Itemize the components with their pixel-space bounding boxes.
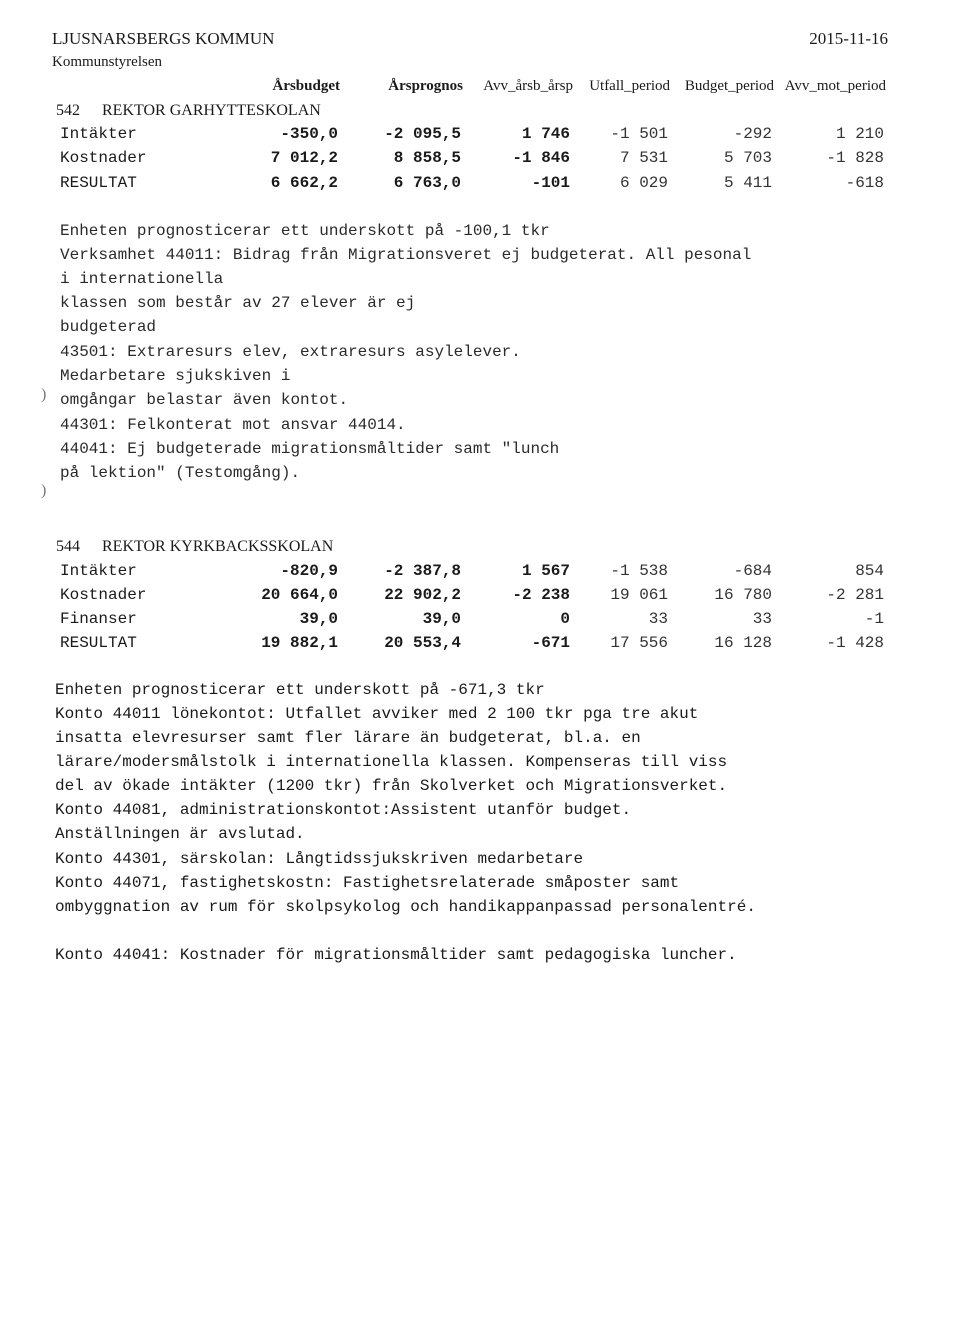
cell-avv-mot-period: 854 xyxy=(855,562,884,580)
note-line: Medarbetare sjukskiven i xyxy=(60,367,291,385)
section-heading xyxy=(56,102,321,120)
note-line: Konto 44011 lönekontot: Utfallet avviker med 2 100 tkr pga tre akut xyxy=(55,705,699,723)
cell-budget-period: 33 xyxy=(752,610,772,628)
note-line: lärare/modersmålstolk i internationella klassen. Kompenseras till viss xyxy=(55,753,728,771)
note-line: 44301: Felkonterat mot ansvar 44014. xyxy=(60,416,406,434)
report-date: 2015-11-16 xyxy=(809,29,888,48)
cell-utfall-period: 19 061 xyxy=(610,586,668,604)
cell-arsbudget: -820,9 xyxy=(280,562,338,580)
cell-arsbudget: 6 662,2 xyxy=(270,174,338,192)
organization-name: LJUSNARSBERGS KOMMUN xyxy=(52,29,275,48)
col-header-avv-arsb-arsp: Avv_årsb_årsp xyxy=(483,78,573,94)
note-line: i internationella xyxy=(60,270,224,288)
note-line: insatta elevresurser samt fler lärare än budgeterat, bl.a. en xyxy=(55,729,641,747)
cell-budget-period: 5 411 xyxy=(723,174,772,192)
cell-arsbudget: 39,0 xyxy=(299,610,338,628)
cell-arsprognos: 22 902,2 xyxy=(384,586,461,604)
cell-arsbudget: 19 882,1 xyxy=(261,634,338,652)
row-label: Finanser xyxy=(60,610,137,628)
committee-name: Kommunstyrelsen xyxy=(52,54,162,70)
cell-budget-period: -684 xyxy=(733,562,772,580)
note-line: Konto 44041: Kostnader för migrationsmåltider samt pedagogiska luncher. xyxy=(55,946,737,964)
note-line: Enheten prognosticerar ett underskott på -671,3 tkr xyxy=(55,681,545,699)
cell-avv-arsb-arsp: -2 238 xyxy=(512,586,570,604)
cell-avv-arsb-arsp: -101 xyxy=(531,174,570,192)
col-header-arsprognos: Årsprognos xyxy=(388,78,463,94)
cell-arsprognos: -2 387,8 xyxy=(384,562,461,580)
cell-utfall-period: 17 556 xyxy=(610,634,668,652)
cell-avv-arsb-arsp: -671 xyxy=(531,634,570,652)
cell-utfall-period: 6 029 xyxy=(619,174,668,192)
row-label: Kostnader xyxy=(60,586,147,604)
note-line: Konto 44081, administrationskontot:Assistent utanför budget. xyxy=(55,801,632,819)
note-line: 43501: Extraresurs elev, extraresurs asylelever. xyxy=(60,343,521,361)
note-line: budgeterad xyxy=(60,318,157,336)
cell-budget-period: -292 xyxy=(733,125,772,143)
cell-arsprognos: 6 763,0 xyxy=(393,174,461,192)
note-line: klassen som består av 27 elever är ej xyxy=(60,294,416,312)
note-line: del av ökade intäkter (1200 tkr) från Skolverket och Migrationsverket. xyxy=(55,777,728,795)
cell-arsprognos: 20 553,4 xyxy=(384,634,461,652)
cell-avv-arsb-arsp: 1 567 xyxy=(521,562,570,580)
cell-budget-period: 5 703 xyxy=(723,149,772,167)
note-line: Verksamhet 44011: Bidrag från Migrationsveret ej budgeterat. All pesonal xyxy=(60,246,752,264)
scan-mark: ) xyxy=(41,482,47,499)
scan-mark: ) xyxy=(41,386,47,403)
note-line: ombyggnation av rum för skolpsykolog och handikappanpassad personalentré. xyxy=(55,898,756,916)
cell-utfall-period: -1 501 xyxy=(610,125,668,143)
cell-avv-arsb-arsp: 0 xyxy=(560,610,570,628)
col-header-avv-mot-period: Avv_mot_period xyxy=(784,78,886,94)
section-name: REKTOR KYRKBACKSSKOLAN xyxy=(102,538,334,555)
col-header-arsbudget: Årsbudget xyxy=(272,78,340,94)
row-label: Intäkter xyxy=(60,125,137,143)
section-heading xyxy=(56,538,333,556)
cell-arsbudget: 20 664,0 xyxy=(261,586,338,604)
cell-arsbudget: 7 012,2 xyxy=(270,149,338,167)
cell-avv-mot-period: -1 828 xyxy=(826,149,884,167)
cell-avv-mot-period: -618 xyxy=(845,174,884,192)
row-label: RESULTAT xyxy=(60,634,137,652)
row-label: Intäkter xyxy=(60,562,137,580)
note-line: Konto 44301, särskolan: Långtidssjukskriven medarbetare xyxy=(55,850,584,868)
cell-budget-period: 16 780 xyxy=(714,586,772,604)
cell-avv-arsb-arsp: -1 846 xyxy=(512,149,570,167)
note-line: Enheten prognosticerar ett underskott på -100,1 tkr xyxy=(60,222,550,240)
row-label: RESULTAT xyxy=(60,174,137,192)
row-label: Kostnader xyxy=(60,149,147,167)
cell-utfall-period: 33 xyxy=(648,610,668,628)
note-line: på lektion" (Testomgång). xyxy=(60,464,301,482)
note-line: Konto 44071, fastighetskostn: Fastighetsrelaterade småposter samt xyxy=(55,874,680,892)
section-name: REKTOR GARHYTTESKOLAN xyxy=(102,102,321,119)
cell-arsprognos: 39,0 xyxy=(422,610,461,628)
cell-arsbudget: -350,0 xyxy=(280,125,338,143)
note-line: omgångar belastar även kontot. xyxy=(60,391,349,409)
cell-arsprognos: 8 858,5 xyxy=(393,149,461,167)
section-code: 544 xyxy=(56,538,80,555)
note-line: Anställningen är avslutad. xyxy=(55,825,305,843)
cell-avv-mot-period: -1 428 xyxy=(826,634,884,652)
cell-avv-arsb-arsp: 1 746 xyxy=(521,125,570,143)
note-line: 44041: Ej budgeterade migrationsmåltider samt "lunch xyxy=(60,440,560,458)
cell-avv-mot-period: -1 xyxy=(864,610,884,628)
cell-arsprognos: -2 095,5 xyxy=(384,125,461,143)
section-code: 542 xyxy=(56,102,80,119)
cell-avv-mot-period: 1 210 xyxy=(835,125,884,143)
cell-utfall-period: 7 531 xyxy=(619,149,668,167)
cell-avv-mot-period: -2 281 xyxy=(826,586,884,604)
col-header-budget-period: Budget_period xyxy=(684,78,774,94)
cell-budget-period: 16 128 xyxy=(714,634,772,652)
col-header-utfall-period: Utfall_period xyxy=(589,78,670,94)
cell-utfall-period: -1 538 xyxy=(610,562,668,580)
